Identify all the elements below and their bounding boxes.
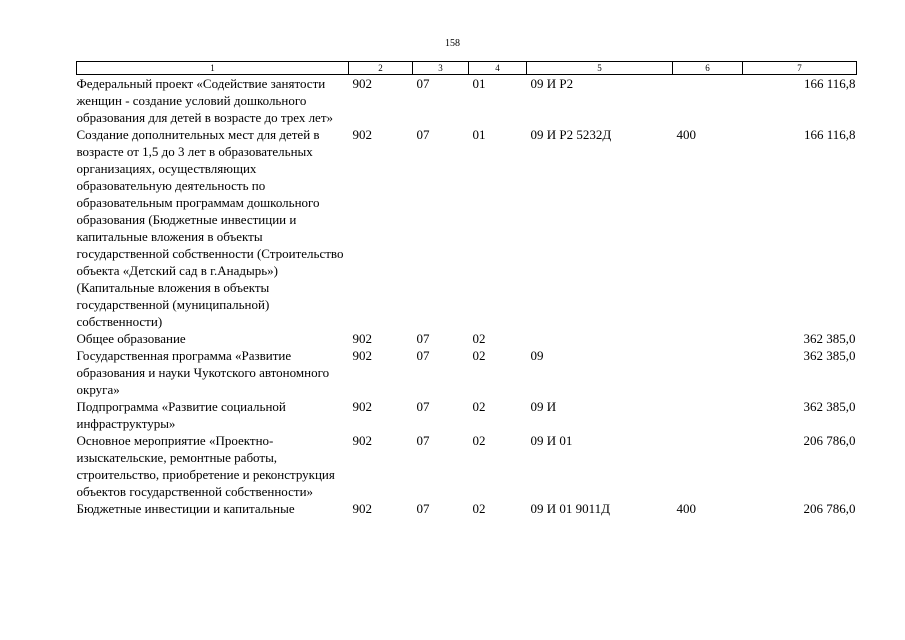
row-subsection-code: 02 [472, 501, 486, 516]
row-subsection-code: 01 [472, 127, 486, 142]
row-section-code: 07 [416, 399, 430, 414]
column-header-6: 6 [673, 62, 743, 75]
row-ministry-code: 902 [352, 348, 372, 363]
row-target-code: 09 И Р2 5232Д [530, 127, 612, 142]
row-ministry-code: 902 [352, 433, 372, 448]
row-name: Федеральный проект «Содействие занятости женщин - создание условий дошкольного образования для детей в возрасте до трех лет» [76, 76, 334, 125]
row-amount: 206 786,0 [803, 433, 856, 448]
row-amount: 206 786,0 [803, 501, 856, 516]
column-header-3: 3 [413, 62, 469, 75]
row-target-code: 09 И 01 [530, 433, 573, 448]
row-section-code: 07 [416, 433, 430, 448]
row-amount: 362 385,0 [803, 399, 856, 414]
row-subsection-code: 02 [472, 331, 486, 346]
table-row [77, 500, 857, 517]
row-ministry-code: 902 [352, 127, 372, 142]
row-subsection-code: 01 [472, 76, 486, 91]
column-header-1: 1 [77, 62, 349, 75]
table-row [77, 398, 857, 432]
row-name: Подпрограмма «Развитие социальной инфраструктуры» [76, 399, 286, 431]
column-header-2: 2 [349, 62, 413, 75]
row-name: Общее образование [76, 331, 186, 346]
row-target-code: 09 [530, 348, 544, 363]
row-expense-type [673, 347, 743, 398]
row-expense-type: 400 [676, 127, 696, 142]
row-section-code: 07 [416, 76, 430, 91]
row-expense-type: 400 [676, 501, 696, 516]
row-amount: 166 116,8 [803, 127, 856, 142]
row-target-code [527, 330, 673, 347]
table-row [77, 432, 857, 500]
budget-table [76, 61, 857, 517]
page-number: 158 [445, 38, 460, 49]
row-ministry-code: 902 [352, 399, 372, 414]
row-section-code: 07 [416, 348, 430, 363]
row-expense-type [673, 75, 743, 127]
table-row [77, 330, 857, 347]
row-section-code: 07 [416, 127, 430, 142]
table-row [77, 75, 857, 127]
row-name: Бюджетные инвестиции и капитальные [76, 501, 295, 516]
row-amount: 166 116,8 [803, 76, 856, 91]
column-header-7: 7 [743, 62, 857, 75]
table-row [77, 347, 857, 398]
table-header-row [77, 62, 857, 75]
row-amount: 362 385,0 [803, 331, 856, 346]
row-section-code: 07 [416, 331, 430, 346]
row-amount: 362 385,0 [803, 348, 856, 363]
row-name: Основное мероприятие «Проектно-изыскательские, ремонтные работы, строительство, приобретение и реконструкция объектов государственной собственности» [76, 433, 335, 499]
column-header-4: 4 [469, 62, 527, 75]
row-section-code: 07 [416, 501, 430, 516]
row-ministry-code: 902 [352, 331, 372, 346]
row-target-code: 09 И [530, 399, 557, 414]
row-expense-type [673, 432, 743, 500]
table-row [77, 126, 857, 330]
row-ministry-code: 902 [352, 76, 372, 91]
row-name: Создание дополнительных мест для детей в возрасте от 1,5 до 3 лет в образовательных организациях, осуществляющих образовательную деятельность по образовательным программам дошкольного образования (Бюджетные инвестиции и капитальные вложения в объекты государственной собственности (Строительство объекта «Детский сад в г.Анадырь») (Капитальные вложения в объекты государственной (муниципальной) собственности) [76, 127, 344, 329]
row-target-code: 09 И 01 9011Д [530, 501, 611, 516]
column-header-5: 5 [527, 62, 673, 75]
row-subsection-code: 02 [472, 348, 486, 363]
row-subsection-code: 02 [472, 399, 486, 414]
row-ministry-code: 902 [352, 501, 372, 516]
row-name: Государственная программа «Развитие образования и науки Чукотского автономного округа» [76, 348, 330, 397]
row-expense-type [673, 398, 743, 432]
row-expense-type [673, 330, 743, 347]
row-target-code: 09 И Р2 [530, 76, 574, 91]
row-subsection-code: 02 [472, 433, 486, 448]
